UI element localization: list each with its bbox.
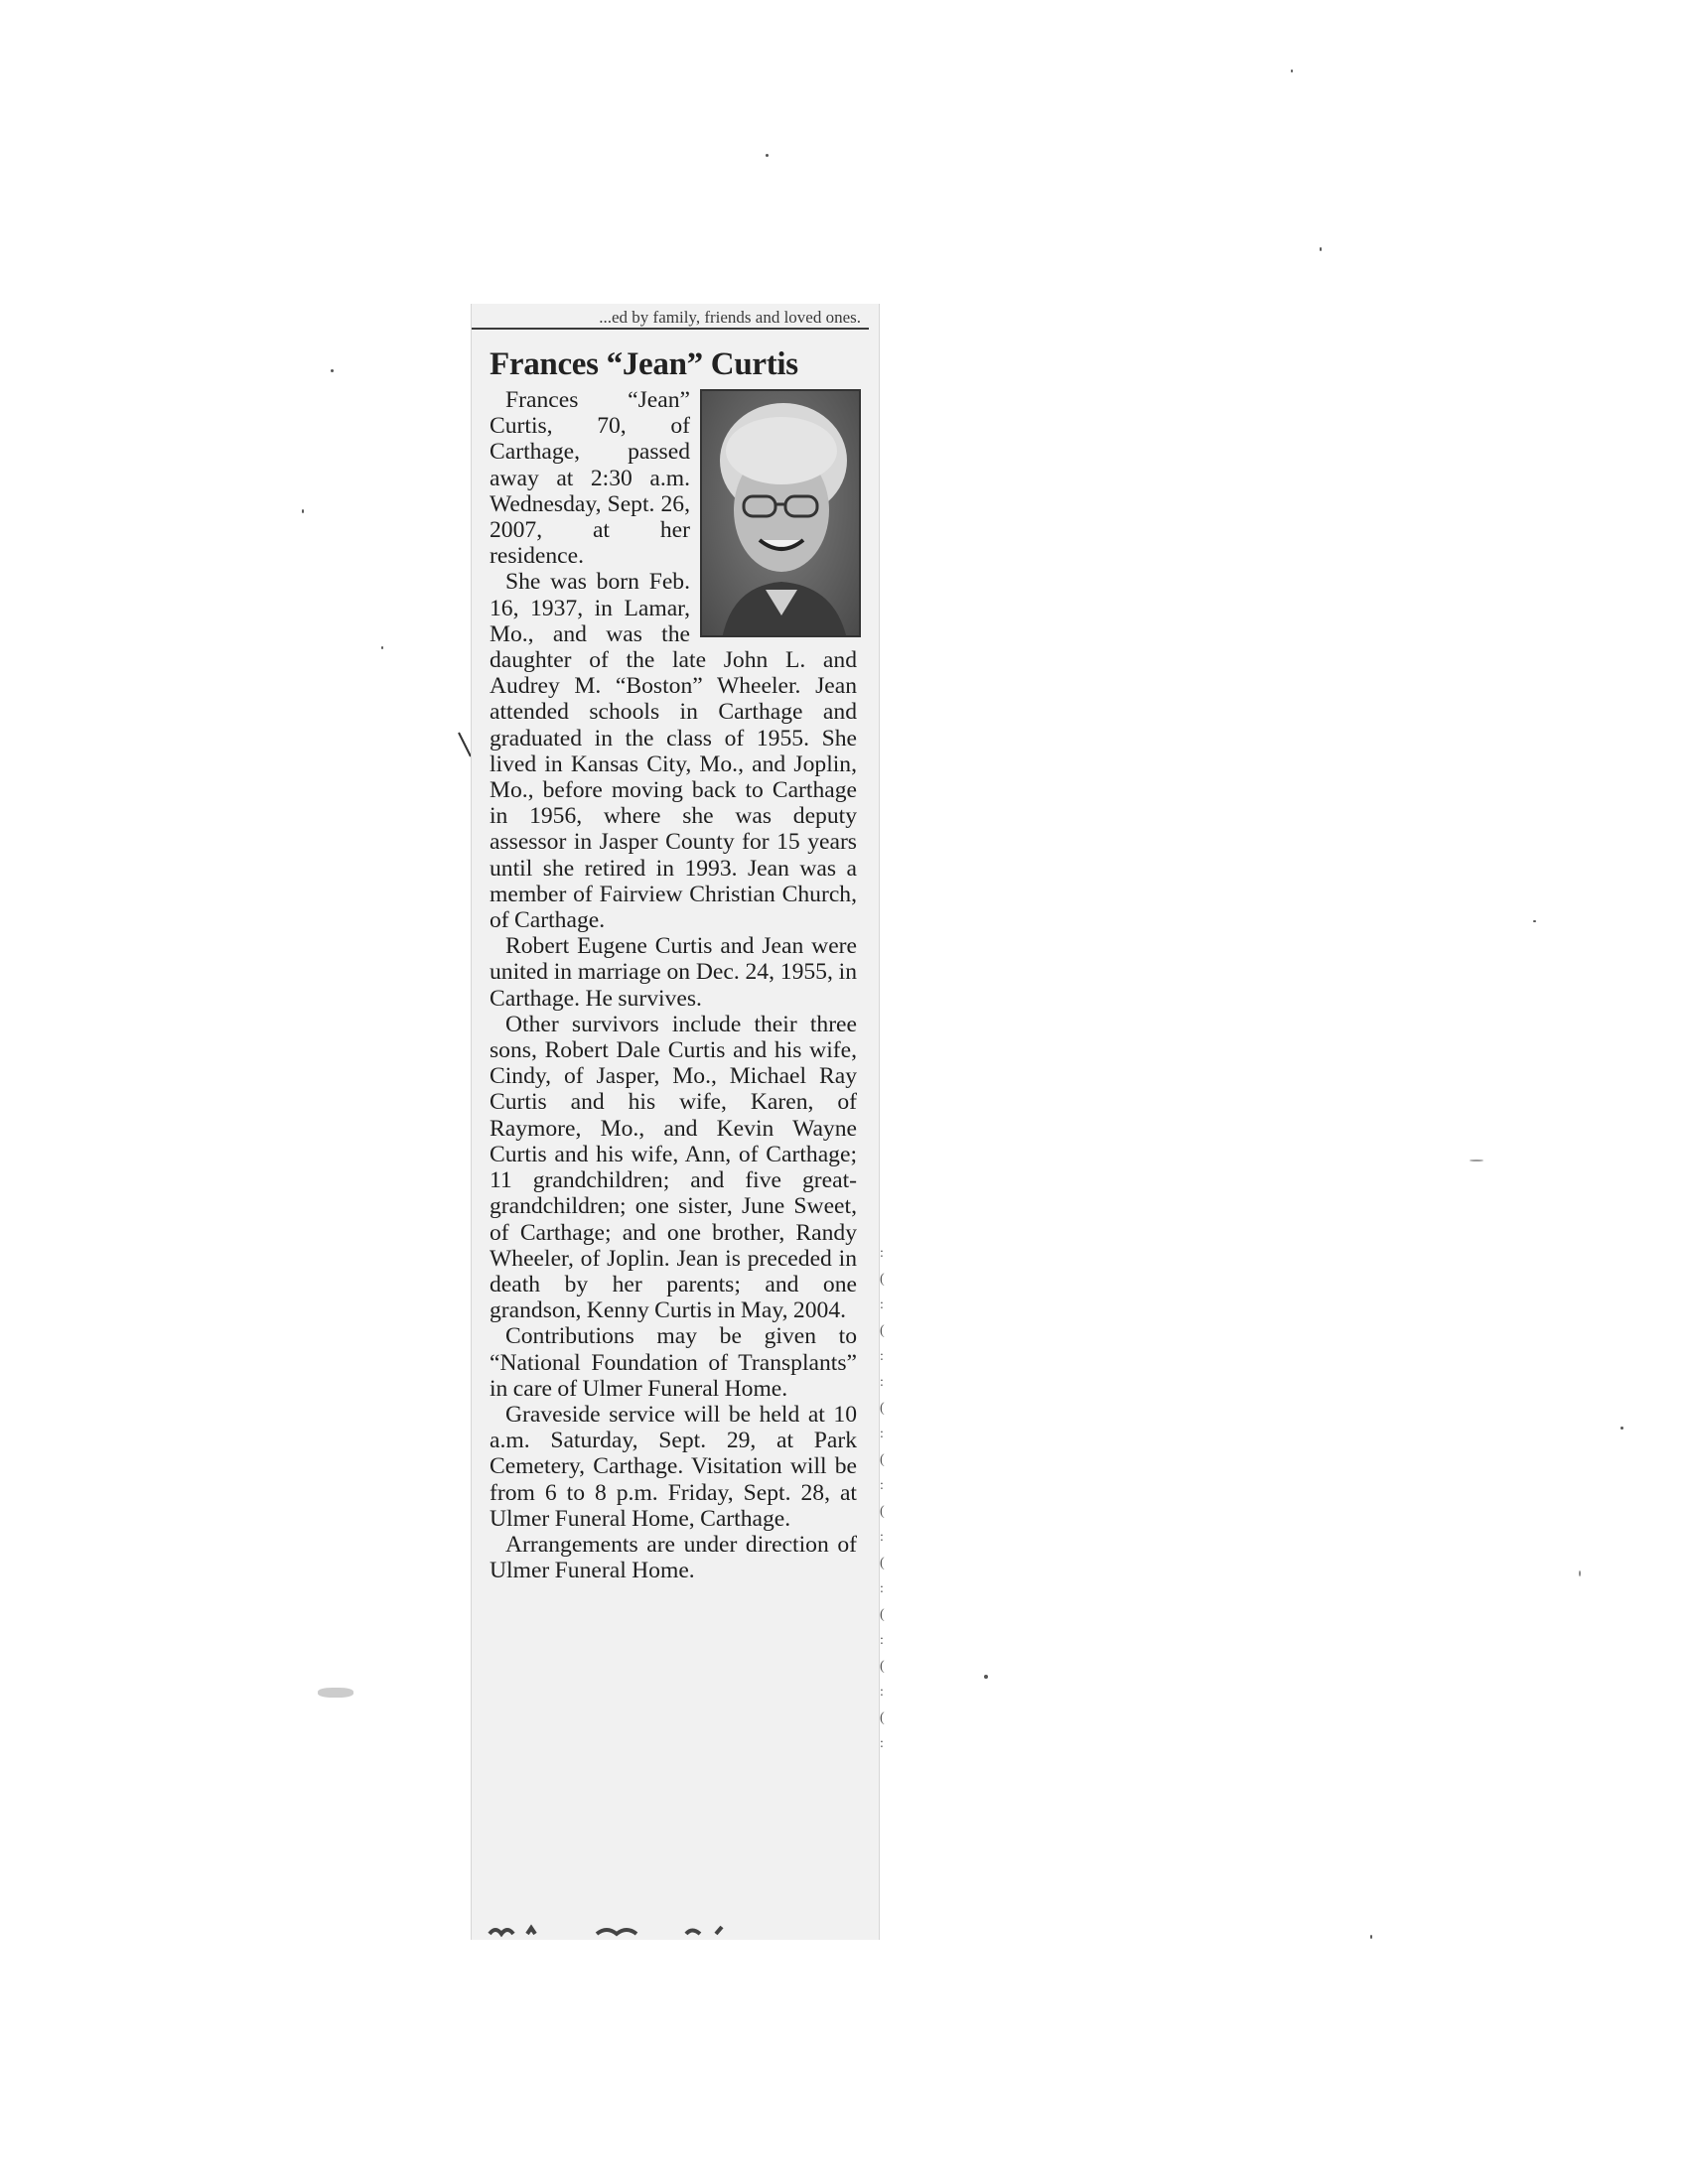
scan-speck [1320, 247, 1322, 251]
obituary-body [490, 387, 857, 1583]
newspaper-clipping [471, 304, 880, 1940]
cut-edge-marks: : ( : ( : : ( : ( : ( : ( : ( : ( : ( : [880, 1246, 885, 1751]
paragraph-services: Graveside service will be held at 10 a.m. Saturday, Sept. 29, at Park Cemetery, Carthage. Visitation will be from 6 to 8 p.m. Friday, Sept. 28, at Ulmer Funeral Home, Carthage. [490, 1401, 857, 1532]
scan-speck [1533, 920, 1536, 922]
portrait-photo [700, 389, 861, 637]
paragraph-survivors: Other survivors include their three sons, Robert Dale Curtis and his wife, Cindy, of Jasper, Mo., Michael Ray Curtis and his wife, Karen, of Raymore, Mo., and Kevin Wayne Curtis and his wife, Ann, of Carthage; 11 grandchildren; and five great-grandchildren; one sister, June Sweet, of Carthage; and one brother, Randy Wheeler, of Joplin. Jean is preceded in death by her parents; and one grandson, Kenny Curtis in May, 2004. [490, 1011, 857, 1324]
paragraph-marriage: Robert Eugene Curtis and Jean were united in marriage on Dec. 24, 1955, in Carthage. He survives. [490, 933, 857, 1012]
portrait-icon [702, 391, 861, 637]
scan-speck [331, 369, 334, 372]
scan-speck [318, 1688, 353, 1698]
scan-speck [381, 646, 383, 649]
scan-speck [1620, 1427, 1623, 1430]
scan-speck [1470, 1160, 1483, 1161]
scan-speck [1291, 69, 1293, 72]
paragraph-contributions: Contributions may be given to “National Foundation of Transplants” in care of Ulmer Funeral Home. [490, 1323, 857, 1402]
scan-speck [984, 1675, 988, 1679]
scan-speck [1579, 1570, 1581, 1576]
paragraph-death-notice: Frances “Jean” Curtis, 70, of Carthage, passed away at 2:30 a.m. Wednesday, Sept. 26, 2007, at her residence. [490, 387, 690, 570]
scan-speck [302, 509, 304, 513]
column-rule [472, 328, 869, 330]
obituary-headline: Frances “Jean” Curtis [490, 346, 798, 382]
next-article-fragment [488, 1924, 865, 1938]
previous-article-fragment: ...ed by family, friends and loved ones. [599, 308, 861, 327]
scan-speck [766, 154, 769, 157]
paragraph-biography: She was born Feb. 16, 1937, in Lamar, Mo., and was the daughter of the late John L. and Audrey M. “Boston” Wheeler. Jean attended schools in Carthage and graduated in the class of 1955. She lived in Kansas City, Mo., and Joplin, Mo., before moving back to Carthage in 1956, where she was deputy assessor in Jasper County for 15 years until she retired in 1993. Jean was a member of Fairview Christian Church, of Carthage. [490, 569, 857, 934]
scan-speck [1370, 1935, 1372, 1939]
paragraph-arrangements: Arrangements are under direction of Ulmer Funeral Home. [490, 1531, 857, 1584]
